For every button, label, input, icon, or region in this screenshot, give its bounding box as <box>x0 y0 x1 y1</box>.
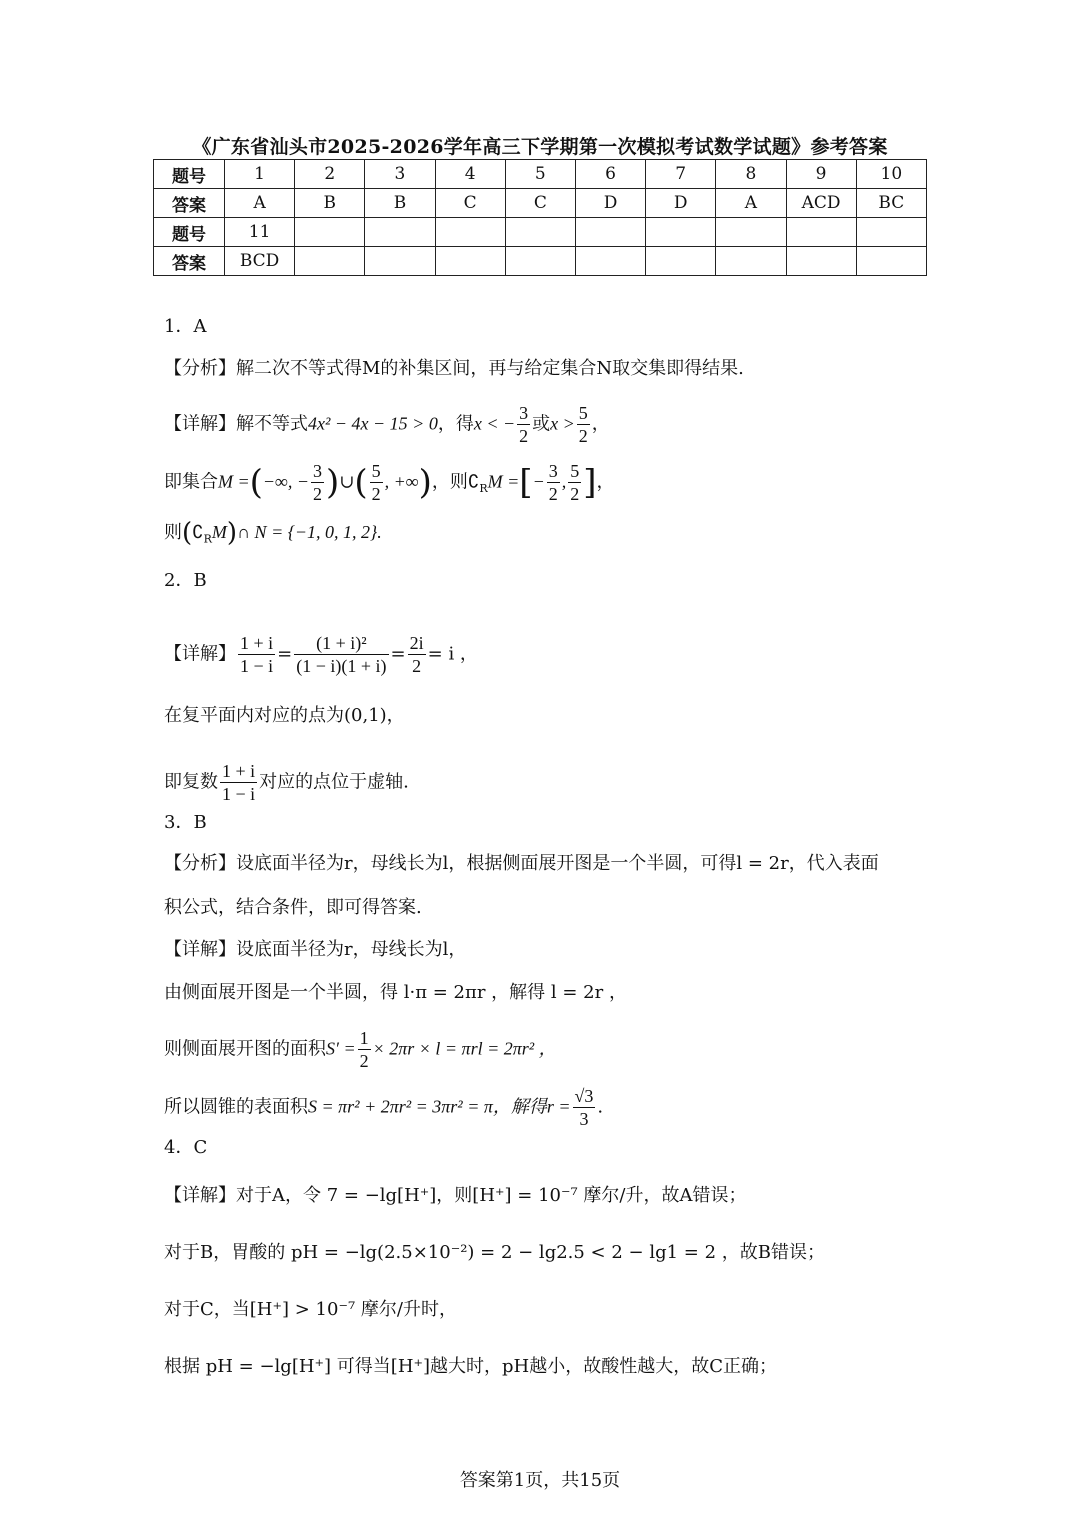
q1-detail-mid: ，得 <box>437 413 474 435</box>
q2-line3-prefix: 即复数 <box>164 771 218 793</box>
table-cell: C <box>505 189 575 218</box>
table-cell: BCD <box>225 247 295 276</box>
q1-inequality: 4x² − 4x − 15 > 0 <box>308 413 438 434</box>
fraction-3-2: $\frac{3}{2}$ <box>313 461 323 504</box>
table-cell <box>716 218 786 247</box>
q1-pos-inf: , +∞ <box>384 471 419 492</box>
table-cell <box>786 218 856 247</box>
table-cell <box>856 247 926 276</box>
q1-cup: ∪ <box>339 471 355 493</box>
q2-fraction-2: $\frac{\text{(1 + i)²}}{(1 - i)(1 + i)}$ <box>296 633 387 676</box>
complement-sub: R <box>479 482 488 496</box>
fraction-5-2: $\frac{5}{2}$ <box>570 461 580 504</box>
q1-heading: 1．A <box>164 316 207 337</box>
q2-heading: 2．B <box>164 570 207 591</box>
fraction-3-2: $\frac{3}{2}$ <box>548 461 558 504</box>
fraction-3-2: $\frac{3}{2}$ <box>519 403 529 446</box>
fraction-5-2: $\frac{5}{2}$ <box>371 461 381 504</box>
q2-fraction-1: $\frac{1 + i}{1 - i}$ <box>222 761 256 804</box>
complement-symbol: ∁ <box>192 522 204 543</box>
table-header-cell: 题号 <box>154 160 225 189</box>
table-header-cell: 题号 <box>154 218 225 247</box>
table-row <box>154 189 927 218</box>
q1-x-lt: x < − <box>473 413 516 434</box>
table-cell: C <box>435 189 505 218</box>
table-cell: B <box>295 189 365 218</box>
table-cell: D <box>575 189 645 218</box>
q3-detail-2: 由侧面展开图是一个半圆，得 l·π = 2πr ，解得 l = 2r ， <box>164 982 627 1003</box>
table-cell: A <box>225 189 295 218</box>
table-cell: D <box>646 189 716 218</box>
table-cell <box>716 247 786 276</box>
q2-line2: 在复平面内对应的点为(0,1)， <box>164 705 405 726</box>
q3-detail-3: 则侧面展开图的面积S′ = $\frac{1}{2}$ × 2πr × l = πrl = 2πr² ， <box>164 1028 557 1071</box>
q2-detail-prefix: 【详解】 <box>164 643 236 665</box>
page-footer: 答案第1页，共15页 <box>459 1470 621 1491</box>
table-cell <box>646 218 716 247</box>
q1-complement-m: M = <box>487 471 520 492</box>
table-cell: 1 <box>225 160 295 189</box>
table-cell <box>856 218 926 247</box>
q1-detail: 【详解】解不等式4x² − 4x − 15 > 0，得x < − $\frac{3}{2}$ 或x > $\frac{5}{2}$ ， <box>164 403 610 446</box>
q1-analysis: 【分析】解二次不等式得M的补集区间，再与给定集合N取交集即得结果. <box>164 358 744 379</box>
table-cell <box>295 218 365 247</box>
q1-or: 或 <box>532 413 551 435</box>
q2-fraction-1: $\frac{1 + i}{1 - i}$ <box>240 633 274 676</box>
table-cell: 9 <box>786 160 856 189</box>
q4-line1: 【详解】对于A，令 7 = −lg[H⁺]，则[H⁺] = 10⁻⁷ 摩尔/升，故A错误； <box>164 1185 747 1206</box>
table-cell: A <box>716 189 786 218</box>
table-cell: 8 <box>716 160 786 189</box>
q1-result-prefix: 则 <box>164 522 182 543</box>
q4-line4: 根据 pH = −lg[H⁺] 可得当[H⁺]越大时，pH越小，故酸性越大，故C正确； <box>164 1356 778 1377</box>
q3-heading: 3．B <box>164 812 207 833</box>
table-cell: 10 <box>856 160 926 189</box>
table-cell <box>505 218 575 247</box>
table-cell <box>575 218 645 247</box>
page-title: 《广东省汕头市2025-2026学年高三下学期第一次模拟考试数学试题》参考答案 <box>192 136 888 158</box>
table-cell <box>435 218 505 247</box>
q1-then: ，则 <box>431 471 468 493</box>
q1-set-prefix: 即集合 <box>164 471 218 493</box>
table-cell <box>575 247 645 276</box>
q1-result-cap: ∩ N = {−1, 0, 1, 2}. <box>237 522 382 542</box>
table-cell <box>365 247 435 276</box>
table-row <box>154 218 927 247</box>
table-cell: 6 <box>575 160 645 189</box>
q3-analysis-1: 【分析】设底面半径为r，母线长为l，根据侧面展开图是一个半圆，可得l = 2r，代入表面 <box>164 853 879 874</box>
q1-result: 则$(∁_RM)\cap$ N = {−1, 0, 1, 2}. <box>164 518 382 548</box>
q2-line3 <box>164 760 409 805</box>
fraction-5-2: $\frac{5}{2}$ <box>578 403 588 446</box>
table-row <box>154 247 927 276</box>
q4-line2: 对于B，胃酸的 pH = −lg(2.5×10⁻²) = 2 − lg2.5 < 2 − lg1 = 2 ，故B错误； <box>164 1242 825 1263</box>
q1-detail-prefix: 【详解】解不等式 <box>164 413 308 435</box>
table-cell: 7 <box>646 160 716 189</box>
table-cell <box>365 218 435 247</box>
q4-heading: 4．C <box>164 1137 208 1158</box>
q3-analysis-2: 积公式，结合条件，即可得答案. <box>164 897 422 918</box>
table-cell <box>646 247 716 276</box>
table-cell <box>505 247 575 276</box>
table-cell <box>435 247 505 276</box>
table-cell: 3 <box>365 160 435 189</box>
fraction-sqrt3-3: $\frac{√3}{3}$ <box>574 1086 594 1129</box>
table-cell <box>786 247 856 276</box>
q3-detail-4: 所以圆锥的表面积S = πr² + 2πr² = 3πr² = π，解得r = $\frac{√3}{3}$ . <box>164 1086 604 1129</box>
table-cell: ACD <box>786 189 856 218</box>
q1-result-m: M <box>211 522 227 542</box>
q3-detail-1: 【详解】设底面半径为r，母线长为l， <box>164 939 467 960</box>
table-cell: B <box>365 189 435 218</box>
q2-fraction-3: $\frac{2i}{2}$ <box>409 633 424 676</box>
table-row <box>154 160 927 189</box>
table-cell: 4 <box>435 160 505 189</box>
q1-set-line: 即集合M =(−∞, − $\frac{3}{2}$ )∪( $\frac{5}{2}$ , +∞)，则$∁_RM$ =[− $\frac{3}{2}$ , $\frac{5}{2}$ ]， <box>164 461 615 504</box>
q1-x-gt: x > <box>550 413 575 434</box>
table-cell: BC <box>856 189 926 218</box>
q1-neg-inf: −∞, − <box>262 471 310 492</box>
table-cell: 5 <box>505 160 575 189</box>
table-cell: 11 <box>225 218 295 247</box>
q2-eq-i: = i ， <box>427 643 478 665</box>
table-cell: 2 <box>295 160 365 189</box>
table-cell <box>295 247 365 276</box>
q2-line3-suffix: 对应的点位于虚轴. <box>259 771 409 793</box>
q1-set-m: M = <box>218 471 250 492</box>
complement-symbol: ∁ <box>467 471 480 493</box>
fraction-1-2: $\frac{1}{2}$ <box>359 1028 369 1071</box>
q2-detail: 【详解】 $\frac{1 + i}{1 - i}$ = $\frac{\text{(1 + i)²}}{(1 - i)(1 + i)}$ = $\frac{2i}{2}$ = i ， <box>164 633 478 676</box>
table-header-cell: 答案 <box>154 189 225 218</box>
q4-line3: 对于C，当[H⁺] > 10⁻⁷ 摩尔/升时， <box>164 1299 457 1320</box>
table-header-cell: 答案 <box>154 247 225 276</box>
answer-table <box>153 159 927 276</box>
